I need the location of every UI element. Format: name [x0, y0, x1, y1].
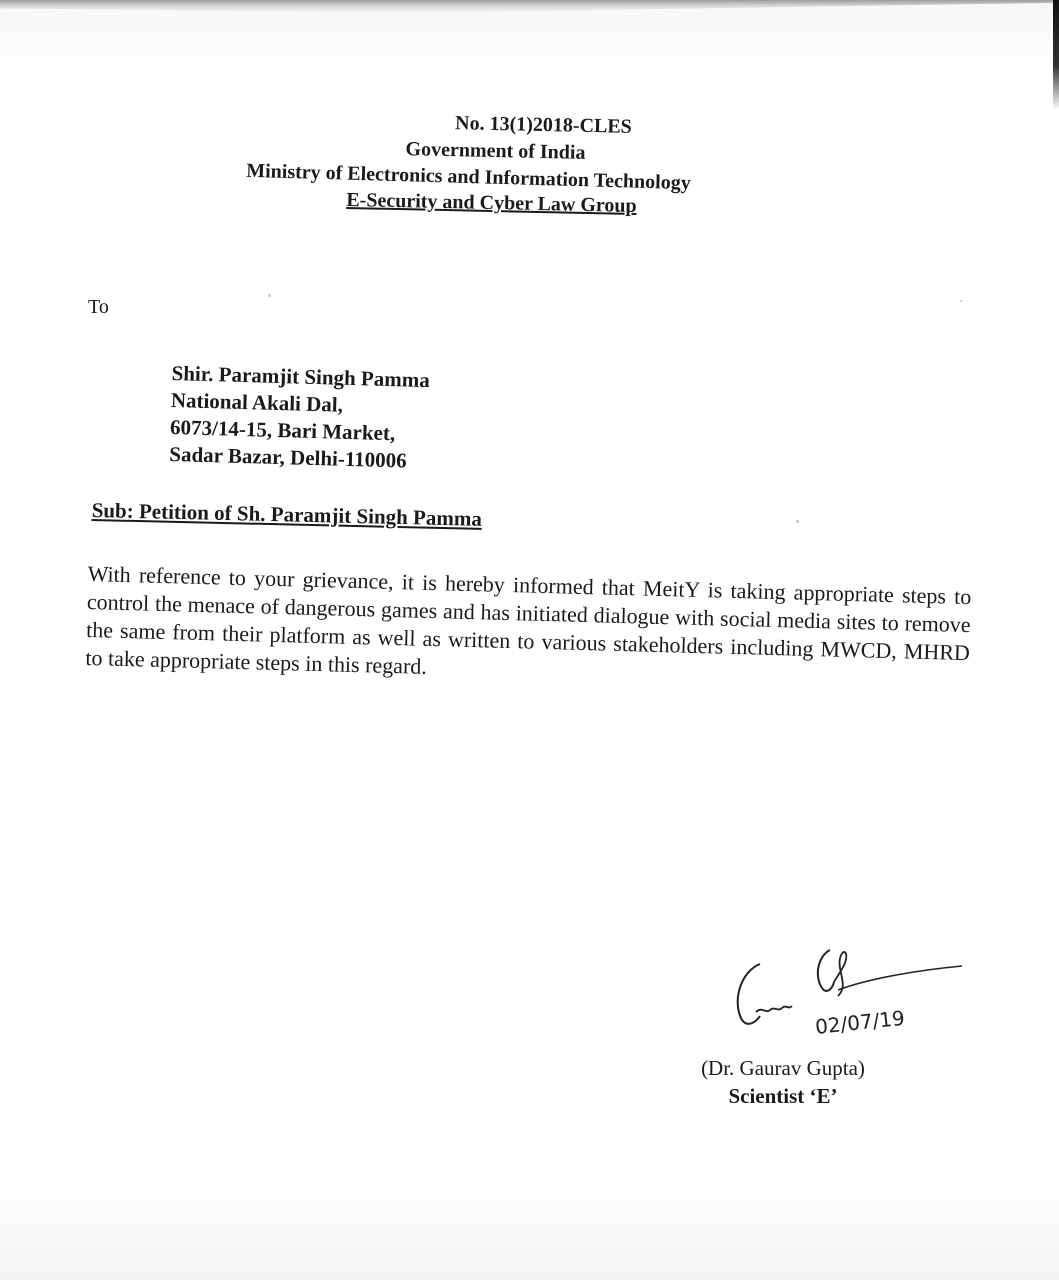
signature-drawing [730, 942, 970, 1042]
scan-speck [796, 520, 799, 523]
signature-date: 02/07/19 [814, 1005, 906, 1039]
reference-number: No. 13(1)2018-CLES [454, 112, 633, 138]
addressee-block [169, 360, 430, 475]
body-paragraph: With reference to your grievance, it is hereby informed that MeitY is taking appropriate steps to control the menace of dangerous games and has initiated dialogue with social media sites to remove the same from their platform as well as written to various stakeholders including MWCD, MHRD to take appropriate steps in this regard. [85, 560, 972, 679]
ministry-line: Ministry of Electronics and Information Technology [245, 159, 692, 195]
scan-edge [1053, 0, 1059, 110]
scan-speck [268, 294, 271, 297]
subject-line: Sub: Petition of Sh. Paramjit Singh Pamma [91, 498, 483, 531]
government-line: Government of India [405, 138, 586, 164]
signatory-block [668, 1054, 898, 1110]
letter-header [0, 112, 1059, 216]
addressee-city: Sadar Bazar, Delhi-110006 [169, 441, 408, 473]
addressee-street: 6073/14-15, Bari Market, [169, 414, 396, 446]
handwritten-signature [730, 942, 970, 1042]
scan-speck [960, 300, 962, 302]
addressee-name: Shir. Paramjit Singh Pamma [171, 360, 431, 393]
addressee-org: National Akali Dal, [170, 387, 344, 417]
signatory-designation: Scientist ‘E’ [728, 1084, 838, 1108]
group-line: E-Security and Cyber Law Group [346, 188, 637, 218]
scan-shadow [0, 0, 1059, 14]
signatory-name: (Dr. Gaurav Gupta) [701, 1056, 865, 1080]
to-label: To [88, 296, 109, 318]
